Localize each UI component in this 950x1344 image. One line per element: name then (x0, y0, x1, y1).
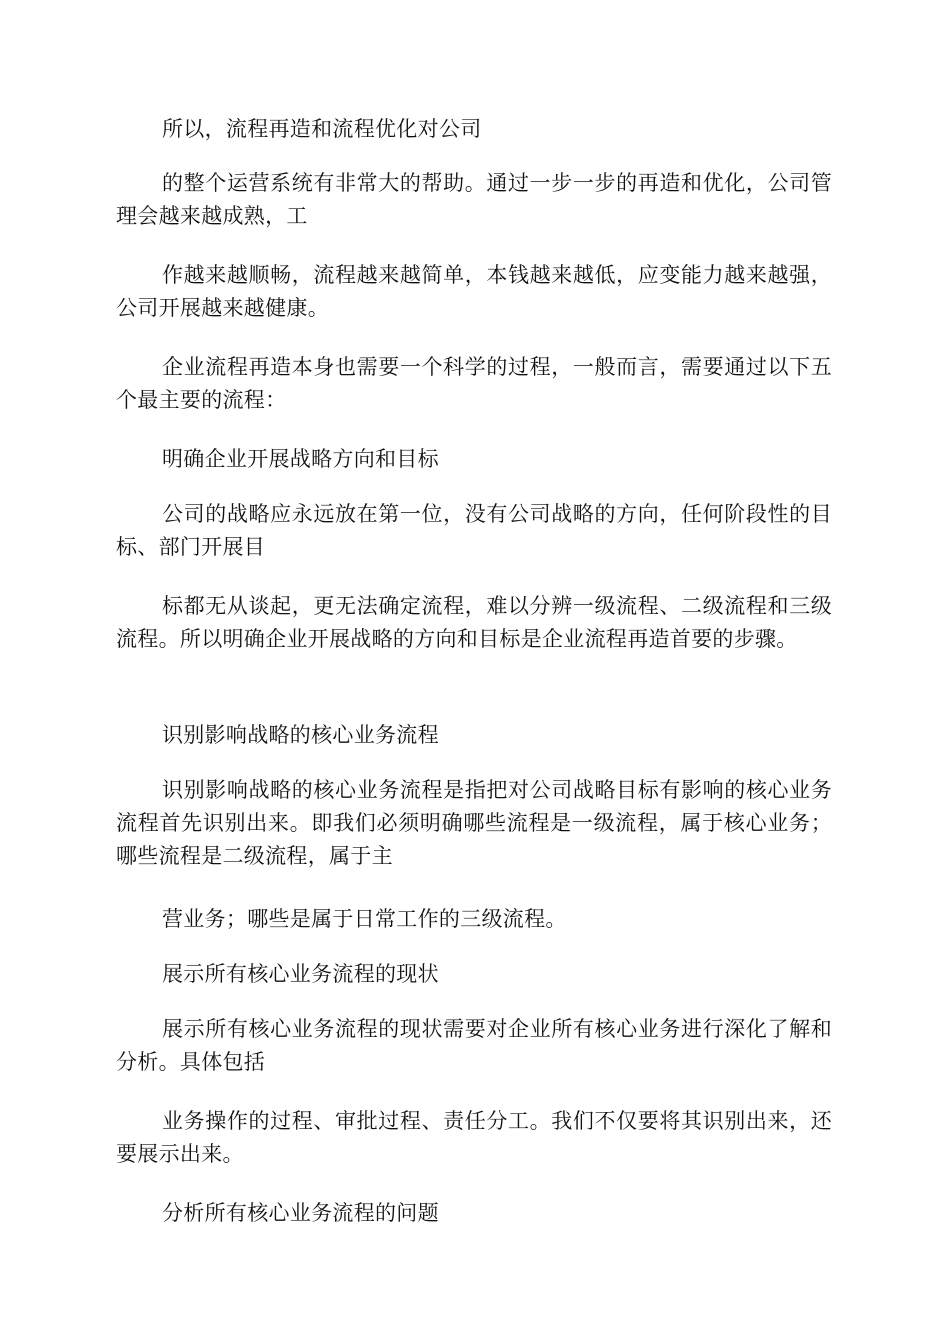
section-heading-core-process: 识别影响战略的核心业务流程 (162, 723, 439, 747)
section-heading-problems: 分析所有核心业务流程的问题 (162, 1201, 439, 1225)
paragraph-3: 作越来越顺畅，流程越来越简单，本钱越来越低，应变能力越来越强，公司开展越来越健康。 (116, 263, 832, 320)
paragraph-12: 展示所有核心业务流程的现状需要对企业所有核心业务进行深化了解和分析。具体包括 (116, 1017, 832, 1074)
paragraph-1: 所以，流程再造和流程优化对公司 (162, 117, 482, 141)
paragraph-9: 识别影响战略的核心业务流程是指把对公司战略目标有影响的核心业务流程首先识别出来。即我们必须明确哪些流程是一级流程，属于核心业务；哪些流程是二级流程，属于主 (116, 778, 832, 868)
paragraph-10: 营业务；哪些是属于日常工作的三级流程。 (162, 907, 567, 931)
paragraph-6: 公司的战略应永远放在第一位，没有公司战略的方向，任何阶段性的目标、部门开展目 (116, 502, 832, 559)
paragraph-7: 标都无从谈起，更无法确定流程，难以分辨一级流程、二级流程和三级流程。所以明确企业开展战略的方向和目标是企业流程再造首要的步骤。 (116, 594, 832, 651)
section-heading-strategy: 明确企业开展战略方向和目标 (162, 447, 439, 471)
section-heading-status: 展示所有核心业务流程的现状 (162, 962, 439, 986)
paragraph-13: 业务操作的过程、审批过程、责任分工。我们不仅要将其识别出来，还要展示出来。 (116, 1109, 832, 1166)
paragraph-2: 的整个运营系统有非常大的帮助。通过一步一步的再造和优化，公司管理会越来越成熟，工 (116, 171, 832, 228)
paragraph-4: 企业流程再造本身也需要一个科学的过程，一般而言，需要通过以下五个最主要的流程： (116, 355, 832, 412)
